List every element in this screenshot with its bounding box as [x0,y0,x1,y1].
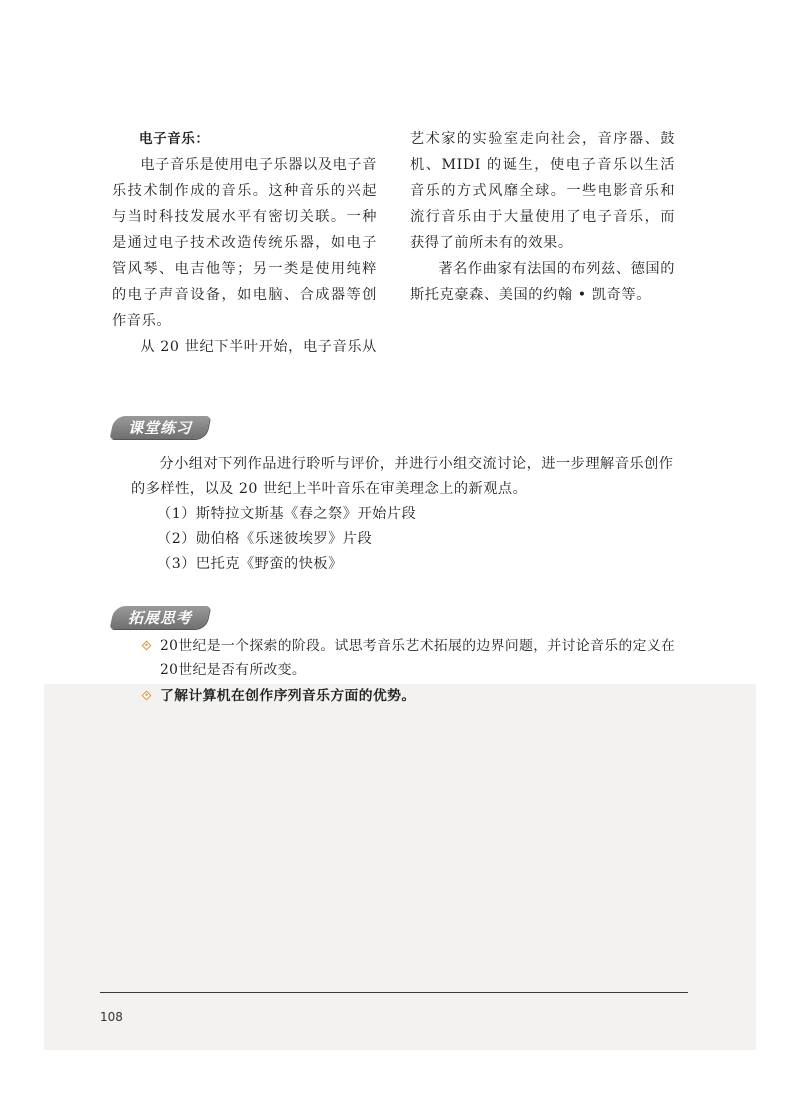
right-column [410,126,675,308]
extended-thinking-section [142,634,682,708]
list-item [142,684,682,708]
thinking-item-text: 20世纪是一个探索的阶段。试思考音乐艺术拓展的边界问题，并讨论音乐的定义在20世纪是否有所改变。 [160,638,676,678]
practice-list [131,502,676,577]
thinking-item-text: 了解计算机在创作序列音乐方面的优势。 [160,688,416,704]
body-paragraph: 从 20 世纪下半叶开始，电子音乐从 [140,339,377,355]
classroom-practice-badge [112,416,208,439]
badge-label: 拓展思考 [127,609,192,627]
practice-intro: 分小组对下列作品进行聆听与评价，并进行小组交流讨论，进一步理解音乐创作的多样性，以及 20 世纪上半叶音乐在审美理念上的新观点。 [131,456,674,497]
left-column [112,126,377,360]
classroom-practice-section [131,452,676,577]
diamond-bullet-icon [142,641,152,651]
body-paragraph: 电子音乐是使用电子乐器以及电子音乐技术制作成的音乐。这种音乐的兴起与当时科技发展水平有密切关联。一种是通过电子技术改造传统乐器，如电子管风琴、电吉他等；另一类是使用纯粹的电子声音设备，如电脑、合成器等创作音乐。 [112,157,377,329]
footer-divider [100,992,688,993]
list-item: （1）斯特拉文斯基《春之祭》开始片段 [157,506,417,522]
diamond-bullet-icon [142,691,152,701]
list-item: （3）巴托克《野蛮的快板》 [157,556,343,572]
body-paragraph: 艺术家的实验室走向社会，音序器、鼓机、MIDI 的诞生，使电子音乐以生活音乐的方式风靡全球。一些电影音乐和流行音乐由于大量使用了电子音乐，而获得了前所未有的效果。 [410,131,675,251]
extended-thinking-badge [112,606,208,629]
body-paragraph: 著名作曲家有法国的布列兹、德国的斯托克豪森、美国的约翰 • 凯奇等。 [410,261,675,303]
section-subheading: 电子音乐： [139,131,210,147]
list-item [142,634,682,682]
page-number: 108 [100,1010,123,1024]
gray-background-panel [44,684,756,1050]
badge-label: 课堂练习 [127,419,192,437]
list-item: （2）勋伯格《乐迷彼埃罗》片段 [157,531,373,547]
